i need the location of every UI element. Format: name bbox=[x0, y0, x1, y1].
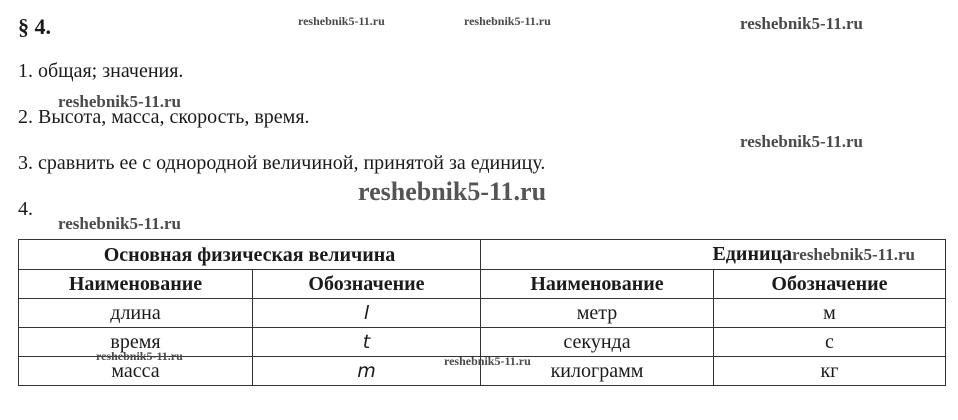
table-cell: метр bbox=[481, 299, 714, 328]
table-cell: м bbox=[714, 299, 946, 328]
table-cell: кг bbox=[714, 357, 946, 386]
answer-1: 1. общая; значения. bbox=[18, 60, 184, 82]
section-title: § 4. bbox=[18, 14, 51, 39]
watermark: reshebnik5-11.ru bbox=[740, 14, 863, 33]
table-cell: m bbox=[253, 357, 481, 386]
watermark: reshebnik5-11.ru bbox=[464, 14, 551, 28]
table-cell: l bbox=[253, 299, 481, 328]
watermark: reshebnik5-11.ru bbox=[740, 132, 863, 151]
watermark: reshebnik5-11.ru bbox=[298, 14, 385, 28]
group-header-quantity: Основная физическая величина bbox=[19, 240, 481, 270]
column-header: Наименование bbox=[481, 270, 714, 299]
column-header: Обозначение bbox=[714, 270, 946, 299]
table-cell: с bbox=[714, 328, 946, 357]
watermark: reshebnik5-11.ru bbox=[792, 245, 915, 264]
group-header-unit-label: Единица bbox=[712, 243, 793, 265]
answer-2: 2. Высота, масса, скорость, время. bbox=[18, 106, 310, 128]
answer-4: 4. bbox=[18, 198, 33, 220]
watermark: reshebnik5-11.ru bbox=[58, 214, 181, 233]
table-cell: секунда bbox=[481, 328, 714, 357]
column-header: Наименование bbox=[19, 270, 253, 299]
table-row bbox=[19, 299, 946, 328]
table-cell: время bbox=[19, 328, 253, 357]
watermark: reshebnik5-11.ru bbox=[358, 177, 547, 206]
watermark: reshebnik5-11.ru bbox=[58, 92, 181, 111]
answer-3: 3. сравнить ее с однородной величиной, принятой за единицу. bbox=[18, 152, 546, 174]
column-header: Обозначение bbox=[253, 270, 481, 299]
table-cell: масса bbox=[19, 357, 253, 386]
table-cell: t bbox=[253, 328, 481, 357]
table-cell: длина bbox=[19, 299, 253, 328]
watermark: reshebnik5-11.ru bbox=[96, 349, 183, 363]
group-header-unit bbox=[481, 240, 946, 270]
watermark: reshebnik5-11.ru bbox=[444, 354, 531, 368]
table-cell: килограмм bbox=[481, 357, 714, 386]
